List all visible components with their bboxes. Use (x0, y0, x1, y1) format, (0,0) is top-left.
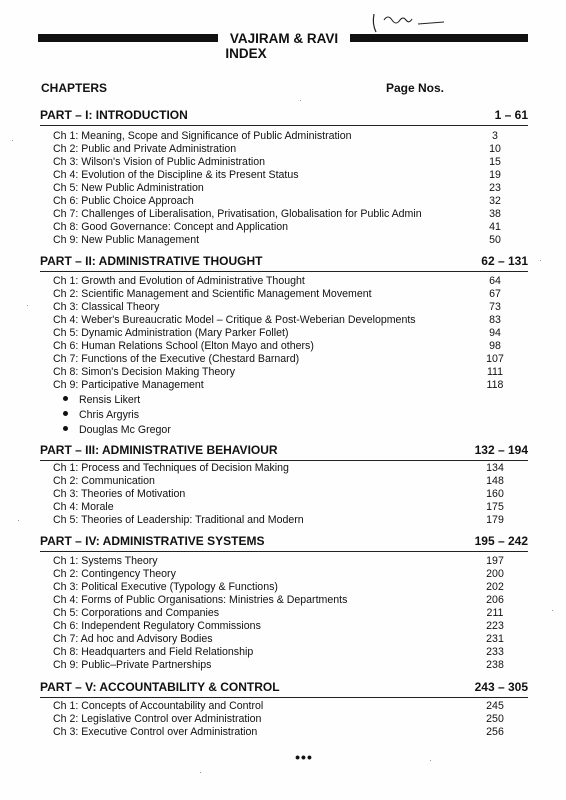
part-heading (40, 680, 528, 696)
chapter-page: 19 (489, 169, 501, 181)
chapter-page: 94 (489, 327, 501, 339)
chapter-title: Ch 2: Scientific Management and Scientific Management Movement (53, 288, 372, 300)
bullet-icon (63, 426, 68, 431)
bullet-text: Chris Argyris (79, 409, 140, 421)
chapter-row (53, 221, 515, 234)
scan-speck (27, 305, 28, 306)
chapter-row (53, 275, 515, 288)
chapter-page: 107 (486, 353, 504, 365)
chapter-title: Ch 8: Simon's Decision Making Theory (53, 366, 235, 378)
chapter-title: Ch 7: Ad hoc and Advisory Bodies (53, 633, 213, 645)
chapter-title: Ch 5: New Public Administration (53, 182, 204, 194)
chapter-row (53, 646, 515, 659)
chapter-title: Ch 2: Legislative Control over Administration (53, 713, 262, 725)
chapter-row (53, 488, 515, 501)
chapter-row (53, 659, 515, 672)
masthead (38, 31, 528, 46)
part-divider (40, 460, 528, 461)
part-title: PART – I: INTRODUCTION (40, 108, 188, 122)
part-title: PART – IV: ADMINISTRATIVE SYSTEMS (40, 534, 265, 548)
chapter-row (53, 366, 515, 379)
part-page-range: 132 – 194 (474, 443, 528, 457)
chapter-row (53, 594, 515, 607)
continuation-dots: ••• (295, 749, 313, 765)
part-divider (40, 125, 528, 126)
chapters-column-header: CHAPTERS (41, 81, 108, 95)
chapter-title: Ch 3: Wilson's Vision of Public Administration (53, 156, 266, 168)
chapter-page: 160 (486, 488, 504, 500)
chapter-page: 3 (492, 130, 498, 142)
chapter-page: 245 (486, 700, 504, 712)
chapter-row (53, 143, 515, 156)
chapter-title: Ch 4: Evolution of the Discipline & its Present Status (53, 169, 299, 181)
part-heading (40, 443, 528, 459)
chapter-title: Ch 5: Dynamic Administration (Mary Parker Follet) (53, 327, 289, 339)
scan-speck (300, 100, 301, 101)
chapter-page: 233 (486, 646, 504, 658)
page-title: INDEX (225, 46, 267, 61)
part-heading (40, 108, 528, 124)
chapter-row (53, 288, 515, 301)
chapter-title: Ch 6: Independent Regulatory Commissions (53, 620, 261, 632)
chapter-page: 223 (486, 620, 504, 632)
chapter-page: 23 (489, 182, 501, 194)
chapter-row (53, 379, 515, 392)
chapter-title: Ch 4: Forms of Public Organisations: Ministries & Departments (53, 594, 348, 606)
chapter-page: 175 (486, 501, 504, 513)
chapter-title: Ch 3: Theories of Motivation (53, 488, 186, 500)
scan-speck (12, 140, 13, 141)
chapter-page: 67 (489, 288, 501, 300)
chapter-title: Ch 6: Human Relations School (Elton Mayo and others) (53, 340, 314, 352)
chapter-page: 50 (489, 234, 501, 246)
chapter-page: 256 (486, 726, 504, 738)
part-page-range: 195 – 242 (474, 534, 528, 548)
part-divider (40, 551, 528, 552)
chapter-title: Ch 7: Functions of the Executive (Chestard Barnard) (53, 353, 300, 365)
masthead-rule-left (38, 34, 218, 42)
chapter-title: Ch 2: Communication (53, 475, 155, 487)
part-page-range: 1 – 61 (494, 108, 528, 122)
part-heading (40, 534, 528, 550)
bullet-text: Rensis Likert (79, 394, 141, 406)
chapter-row (53, 633, 515, 646)
chapter-row (53, 340, 515, 353)
chapter-row (53, 130, 515, 143)
chapter-page: 32 (489, 195, 501, 207)
chapter-page: 41 (489, 221, 501, 233)
chapter-title: Ch 1: Systems Theory (53, 555, 158, 567)
chapter-row (53, 475, 515, 488)
chapter-row (53, 182, 515, 195)
chapter-title: Ch 9: New Public Management (53, 234, 200, 246)
bullet-icon (63, 396, 68, 401)
chapter-page: 148 (486, 475, 504, 487)
part-page-range: 243 – 305 (474, 680, 528, 694)
chapter-page: 179 (486, 514, 504, 526)
chapter-page: 250 (486, 713, 504, 725)
chapter-title: Ch 5: Corporations and Companies (53, 607, 220, 619)
bullet-item (63, 424, 171, 437)
bullet-icon (63, 411, 68, 416)
bullet-text: Douglas Mc Gregor (79, 424, 171, 436)
part-title: PART – III: ADMINISTRATIVE BEHAVIOUR (40, 443, 278, 457)
chapter-row (53, 156, 515, 169)
chapter-title: Ch 2: Public and Private Administration (53, 143, 237, 155)
chapter-title: Ch 3: Executive Control over Administration (53, 726, 258, 738)
chapter-row (53, 700, 515, 713)
pages-column-header: Page Nos. (386, 81, 445, 95)
scan-speck (18, 520, 19, 521)
chapter-title: Ch 7: Challenges of Liberalisation, Privatisation, Globalisation for Public Admin (53, 208, 422, 220)
part-heading (40, 254, 528, 270)
chapter-title: Ch 8: Headquarters and Field Relationship (53, 646, 254, 658)
chapter-page: 211 (486, 607, 504, 619)
chapter-title: Ch 9: Participative Management (53, 379, 204, 391)
scan-speck (540, 260, 541, 261)
chapter-row (53, 234, 515, 247)
chapter-title: Ch 1: Meaning, Scope and Significance of Public Administration (53, 130, 352, 142)
chapter-row (53, 169, 515, 182)
brand-name: VAJIRAM & RAVI (229, 31, 339, 46)
chapter-page: 134 (486, 462, 504, 474)
chapter-page: 231 (486, 633, 504, 645)
chapter-page: 111 (486, 366, 504, 378)
chapter-title: Ch 4: Weber's Bureaucratic Model – Critique & Post-Weberian Developments (53, 314, 416, 326)
scan-speck (552, 610, 553, 611)
chapter-title: Ch 4: Morale (53, 501, 114, 513)
chapter-page: 64 (489, 275, 501, 287)
chapter-page: 238 (486, 659, 504, 671)
masthead-rule-right (350, 34, 528, 42)
chapter-row (53, 726, 515, 739)
scan-speck (430, 760, 431, 761)
chapter-row (53, 607, 515, 620)
chapter-title: Ch 3: Political Executive (Typology & Functions) (53, 581, 278, 593)
chapter-row (53, 501, 515, 514)
chapter-title: Ch 1: Growth and Evolution of Administrative Thought (53, 275, 305, 287)
part-divider (40, 271, 528, 272)
chapter-page: 118 (486, 379, 504, 391)
chapter-row (53, 713, 515, 726)
chapter-row (53, 568, 515, 581)
chapter-row (53, 353, 515, 366)
chapter-row (53, 620, 515, 633)
chapter-page: 202 (486, 581, 504, 593)
chapter-title: Ch 1: Process and Techniques of Decision Making (53, 462, 289, 474)
chapter-row (53, 208, 515, 221)
bullet-item (63, 409, 139, 422)
scan-speck (200, 772, 201, 773)
chapter-page: 98 (489, 340, 501, 352)
chapter-title: Ch 1: Concepts of Accountability and Control (53, 700, 264, 712)
chapter-title: Ch 8: Good Governance: Concept and Application (53, 221, 288, 233)
chapter-row (53, 314, 515, 327)
chapter-row (53, 555, 515, 568)
chapter-row (53, 327, 515, 340)
chapter-page: 10 (489, 143, 501, 155)
bullet-item (63, 394, 140, 407)
chapter-title: Ch 3: Classical Theory (53, 301, 160, 313)
part-title: PART – II: ADMINISTRATIVE THOUGHT (40, 254, 263, 268)
chapter-title: Ch 2: Contingency Theory (53, 568, 176, 580)
chapter-row (53, 514, 515, 527)
chapter-row (53, 462, 515, 475)
chapter-page: 38 (489, 208, 501, 220)
chapter-page: 83 (489, 314, 501, 326)
chapter-row (53, 301, 515, 314)
part-divider (40, 697, 528, 698)
chapter-title: Ch 6: Public Choice Approach (53, 195, 194, 207)
part-title: PART – V: ACCOUNTABILITY & CONTROL (40, 680, 280, 694)
chapter-title: Ch 9: Public–Private Partnerships (53, 659, 212, 671)
chapter-title: Ch 5: Theories of Leadership: Traditional and Modern (53, 514, 304, 526)
chapter-row (53, 195, 515, 208)
chapter-page: 206 (486, 594, 504, 606)
chapter-page: 15 (489, 156, 501, 168)
chapter-row (53, 581, 515, 594)
chapter-page: 200 (486, 568, 504, 580)
part-page-range: 62 – 131 (481, 254, 528, 268)
chapter-page: 73 (489, 301, 501, 313)
chapter-page: 197 (486, 555, 504, 567)
